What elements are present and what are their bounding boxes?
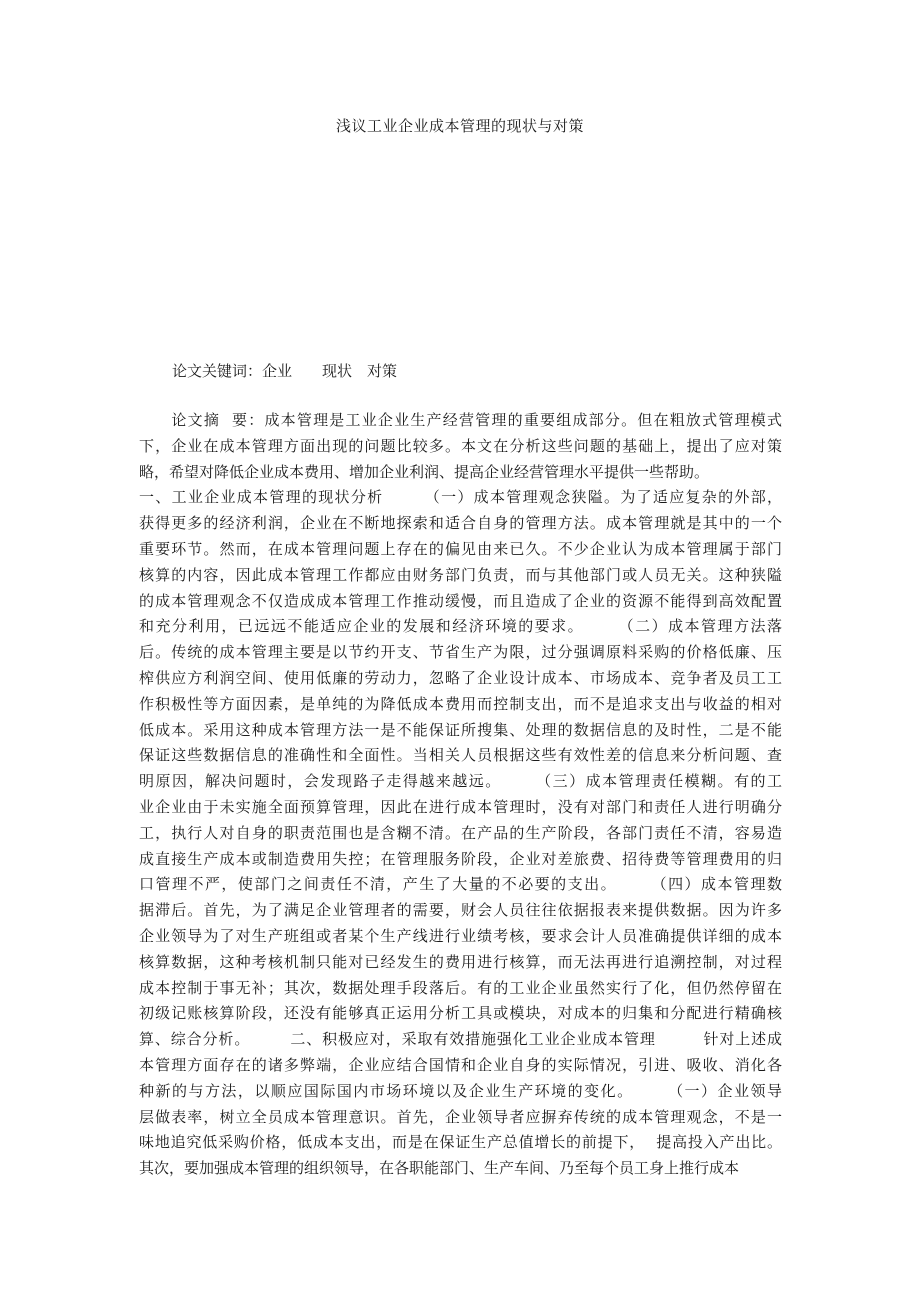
body-line: 企业领导为了对生产班组或者某个生产线进行业绩考核，要求会计人员准确提供详细的成本: [139, 926, 782, 945]
body-line: 后。传统的成本管理主要是以节约开支、节省生产为限，过分强调原料采购的价格低廉、压: [139, 643, 782, 662]
body-line: 保证这些数据信息的准确性和全面性。当相关人员根据这些有效性差的信息来分析问题、查: [139, 746, 782, 765]
body-line: 种新的与方法，以顺应国际国内市场环境以及企业生产环境的变化。 （一）企业领导: [139, 1081, 782, 1100]
body-line: 工，执行人对自身的职责范围也是含糊不清。在产品的生产阶段，各部门责任不清，容易造: [139, 823, 782, 842]
body-line: 据滞后。首先，为了满足企业管理者的需要，财会人员往往依据报表来提供数据。因为许多: [139, 901, 782, 920]
body-line: 初级记账核算阶段，还没有能够真正运用分析工具或模块，对成本的归集和分配进行精确核: [139, 1004, 782, 1023]
body-line: 获得更多的经济利润，企业在不断地探索和适合自身的管理方法。成本管理就是其中的一个: [139, 514, 782, 533]
document-title: 浅议工业企业成本管理的现状与对策: [335, 117, 584, 135]
body-line: 和充分利用，已远远不能适应企业的发展和经济环境的要求。 （二）成本管理方法落: [139, 617, 782, 636]
body-line: 成本控制于事无补；其次，数据处理手段落后。有的工业企业虽然实行了化，但仍然停留在: [139, 978, 782, 997]
body-line: 业企业由于未实施全面预算管理，因此在进行成本管理时，没有对部门和责任人进行明确分: [139, 797, 782, 816]
body-line: 的成本管理观念不仅造成成本管理工作推动缓慢，而且造成了企业的资源不能得到高效配置: [139, 591, 782, 610]
body-line: 本管理方面存在的诸多弊端，企业应结合国情和企业自身的实际情况，引进、吸收、消化各: [139, 1055, 782, 1074]
body-line: 下，企业在成本管理方面出现的问题比较多。本文在分析这些问题的基础上，提出了应对策: [139, 436, 782, 455]
body-line: 算、综合分析。 二、积极应对，采取有效措施强化工业企业成本管理 针对上述成: [139, 1030, 782, 1049]
body-line: 榨供应方利润空间、使用低廉的劳动力，忽略了企业设计成本、市场成本、竞争者及员工工: [139, 668, 782, 687]
body-line: 明原因，解决问题时，会发现路子走得越来越远。 （三）成本管理责任模糊。有的工: [139, 772, 782, 791]
body-line: 重要环节。然而，在成本管理问题上存在的偏见由来已久。不少企业认为成本管理属于部门: [139, 539, 782, 558]
body-line: 论文摘 要：成本管理是工业企业生产经营管理的重要组成部分。但在粗放式管理模式: [139, 411, 782, 429]
body-line: 核算数据，这种考核机制只能对已经发生的费用进行核算，而无法再进行追溯控制，对过程: [139, 952, 782, 971]
body-line: 成直接生产成本或制造费用失控；在管理服务阶段，企业对差旅费、招待费等管理费用的归: [139, 849, 782, 868]
body-line: 味地追究低采购价格，低成本支出，而是在保证生产总值增长的前提下， 提高投入产出比。: [139, 1133, 782, 1152]
body-line: 略，希望对降低企业成本费用、增加企业利润、提高企业经营管理水平提供一些帮助。: [139, 462, 710, 481]
keywords-line: 论文关键词：企业 现状 对策: [172, 362, 398, 380]
body-line: 核算的内容，因此成本管理工作都应由财务部门负责，而与其他部门或人员无关。这种狭隘: [139, 565, 782, 584]
body-line: 低成本。采用这种成本管理方法一是不能保证所搜集、处理的数据信息的及时性，二是不能: [139, 720, 782, 739]
body-text: [139, 408, 782, 1182]
body-line: 口管理不严，使部门之间责任不清，产生了大量的不必要的支出。 （四）成本管理数: [139, 875, 782, 894]
body-line: 一、工业企业成本管理的现状分析 （一）成本管理观念狭隘。为了适应复杂的外部，: [139, 488, 782, 507]
body-line: 层做表率，树立全员成本管理意识。首先，企业领导者应摒弃传统的成本管理观念，不是一: [139, 1107, 782, 1126]
body-line: 作积极性等方面因素，是单纯的为降低成本费用而控制支出，而不是追求支出与收益的相对: [139, 694, 782, 713]
body-line: 其次，要加强成本管理的组织领导，在各职能部门、生产车间、乃至每个员工身上推行成本: [139, 1159, 740, 1178]
